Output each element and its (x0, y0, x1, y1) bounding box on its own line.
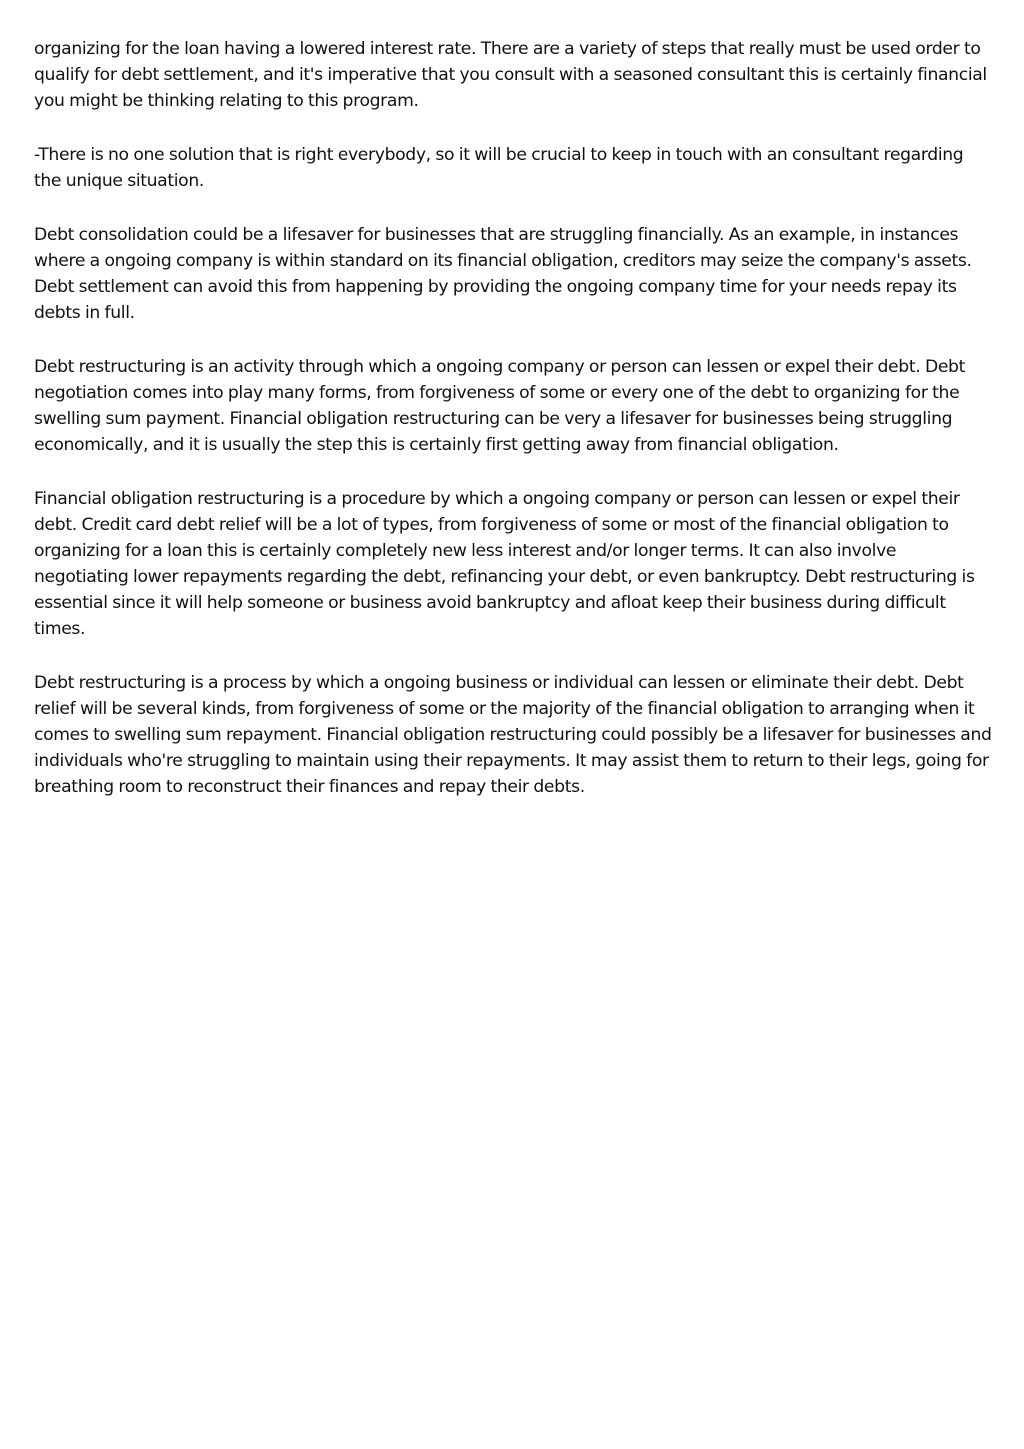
paragraph-6: Debt restructuring is a process by which a ongoing business or individual can lessen or eliminate their debt. Debt relief will be several kinds, from forgiveness of some or the majority of the financial obligation to arranging when it comes to swelling sum repayment. Financial obligation restructuring could possibly be a lifesaver for businesses and individuals who're struggling to maintain using their repayments. It may assist them to return to their legs, going for breathing room to reconstruct their finances and repay their debts. (34, 673, 992, 797)
paragraph-5: Financial obligation restructuring is a procedure by which a ongoing company or person can lessen or expel their debt. Credit card debt relief will be a lot of types, from forgiveness of some or most of the financial obligation to organizing for a loan this is certainly completely new less interest and/or longer terms. It can also involve negotiating lower repayments regarding the debt, refinancing your debt, or even bankruptcy. Debt restructuring is essential since it will help someone or business avoid bankruptcy and afloat keep their business during difficult times. (34, 489, 975, 639)
paragraph-2: -There is no one solution that is right everybody, so it will be crucial to keep in touch with an consultant regarding the unique situation. (34, 145, 964, 191)
paragraph-1: organizing for the loan having a lowered interest rate. There are a variety of steps that really must be used order to qualify for debt settlement, and it's imperative that you consult with a seasoned consultant this is certainly financial you might be thinking relating to this program. (34, 39, 987, 111)
paragraph-3: Debt consolidation could be a lifesaver for businesses that are struggling financially. As an example, in instances where a ongoing company is within standard on its financial obligation, creditors may seize the company's assets. Debt settlement can avoid this from happening by providing the ongoing company time for your needs repay its debts in full. (34, 225, 972, 323)
document-body (34, 36, 992, 828)
paragraph-4: Debt restructuring is an activity through which a ongoing company or person can lessen or expel their debt. Debt negotiation comes into play many forms, from forgiveness of some or every one of the debt to organizing for the swelling sum payment. Financial obligation restructuring can be very a lifesaver for businesses being struggling economically, and it is usually the step this is certainly first getting away from financial obligation. (34, 357, 966, 455)
